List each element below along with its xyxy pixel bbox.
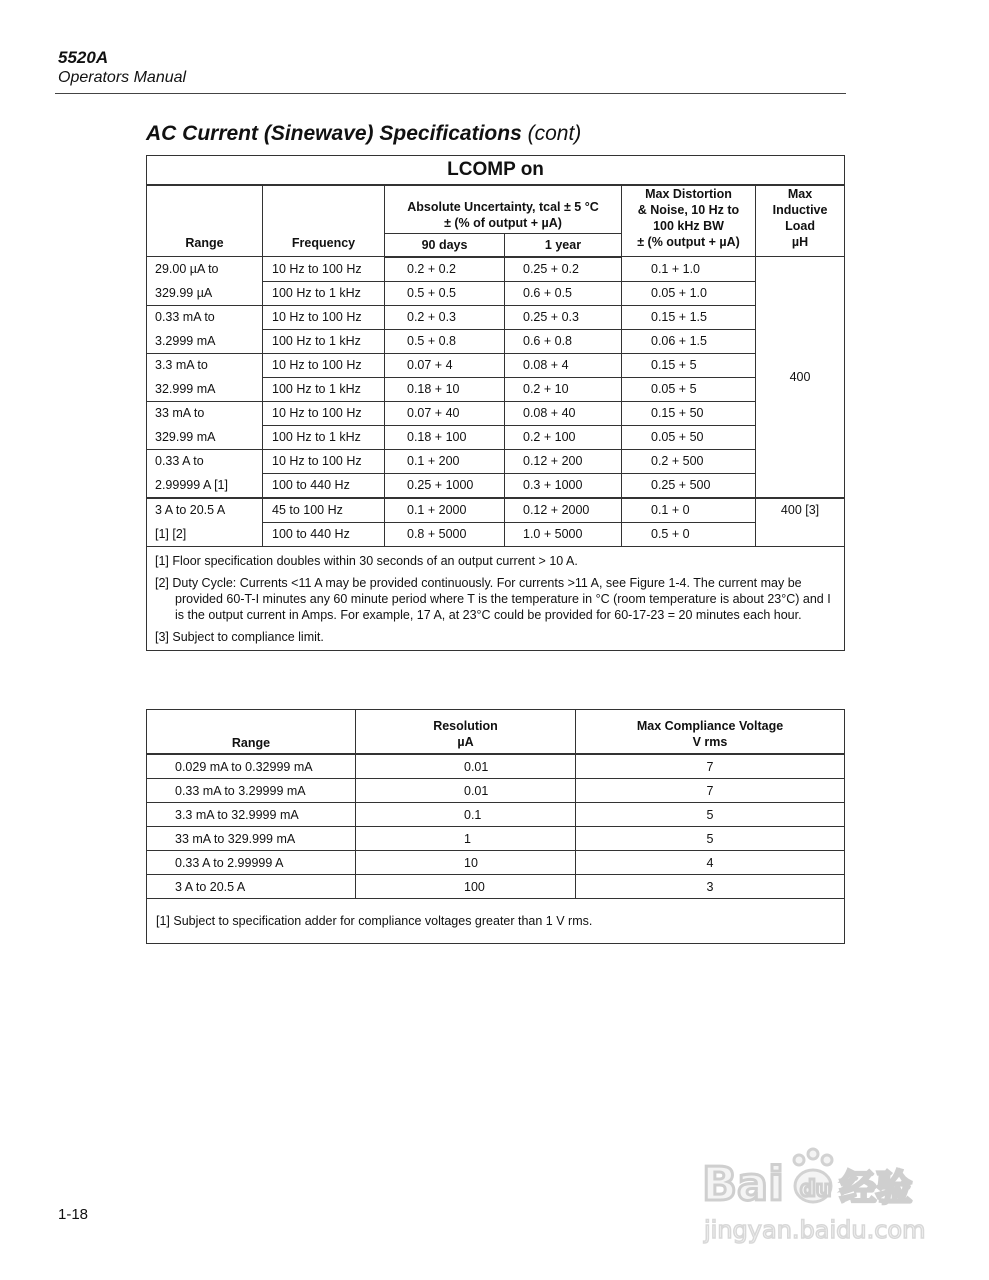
compliance-voltage-table	[146, 709, 845, 944]
distortion-cell: 0.25 + 500	[622, 473, 756, 498]
voltage-cell: 3	[576, 875, 845, 899]
uncertainty-90d-cell: 0.8 + 5000	[385, 522, 505, 546]
page-number: 1-18	[58, 1206, 89, 1223]
distortion-cell: 0.05 + 1.0	[622, 281, 756, 305]
uncertainty-1y-cell: 0.08 + 40	[505, 401, 622, 425]
distortion-cell: 0.5 + 0	[622, 522, 756, 546]
col-header-90-days: 90 days	[385, 233, 505, 257]
uncertainty-1y-cell: 0.2 + 10	[505, 377, 622, 401]
range-cell: 329.99 µA	[147, 281, 263, 305]
inductive-line2: Inductive	[772, 203, 828, 217]
resolution-cell: 10	[356, 851, 576, 875]
distortion-cell: 0.2 + 500	[622, 449, 756, 473]
uncertainty-1y-cell: 0.6 + 0.8	[505, 329, 622, 353]
lcomp-spec-table	[146, 155, 845, 651]
manual-subtitle: Operators Manual	[58, 69, 187, 86]
resolution-line1: Resolution	[433, 719, 498, 733]
distortion-cell: 0.15 + 50	[622, 401, 756, 425]
header-divider	[55, 93, 846, 94]
col-header-distortion	[622, 185, 756, 257]
frequency-cell: 10 Hz to 100 Hz	[263, 353, 385, 377]
uncertainty-90d-cell: 0.25 + 1000	[385, 473, 505, 498]
uncertainty-90d-cell: 0.5 + 0.5	[385, 281, 505, 305]
frequency-cell: 100 Hz to 1 kHz	[263, 377, 385, 401]
range-cell: 0.33 mA to	[147, 305, 263, 329]
distortion-cell: 0.05 + 5	[622, 377, 756, 401]
uncertainty-90d-cell: 0.5 + 0.8	[385, 329, 505, 353]
range-cell: 0.029 mA to 0.32999 mA	[147, 754, 356, 779]
distortion-cell: 0.06 + 1.5	[622, 329, 756, 353]
watermark-brand-text: Bai	[702, 1157, 784, 1211]
abs-uncertainty-line1: Absolute Uncertainty, tcal ± 5 °C	[407, 199, 599, 214]
table1-notes	[147, 546, 845, 650]
col-header-inductive-load	[756, 185, 845, 257]
uncertainty-90d-cell: 0.18 + 10	[385, 377, 505, 401]
uncertainty-90d-cell: 0.18 + 100	[385, 425, 505, 449]
inductive-line3: Load	[785, 219, 815, 233]
uncertainty-1y-cell: 0.08 + 4	[505, 353, 622, 377]
distortion-line3: 100 kHz BW	[653, 219, 724, 233]
voltage-cell: 7	[576, 754, 845, 779]
section-title-main: AC Current (Sinewave) Specifications	[146, 122, 522, 145]
uncertainty-90d-cell: 0.07 + 4	[385, 353, 505, 377]
frequency-cell: 100 to 440 Hz	[263, 522, 385, 546]
range-cell: 0.33 A to 2.99999 A	[147, 851, 356, 875]
baidu-watermark-logo	[700, 1138, 940, 1248]
watermark-url-text: jingyan.baidu.com	[704, 1216, 926, 1244]
uncertainty-1y-cell: 0.12 + 200	[505, 449, 622, 473]
col-header-compliance-voltage	[576, 710, 845, 755]
frequency-cell: 10 Hz to 100 Hz	[263, 401, 385, 425]
frequency-cell: 100 Hz to 1 kHz	[263, 425, 385, 449]
range-cell: 2.99999 A [1]	[147, 473, 263, 498]
col-header-1-year: 1 year	[505, 233, 622, 257]
col-header-range: Range	[147, 710, 356, 755]
svg-text:经验: 经验	[840, 1168, 913, 1209]
uncertainty-90d-cell: 0.2 + 0.2	[385, 257, 505, 282]
resolution-cell: 0.01	[356, 779, 576, 803]
frequency-cell: 10 Hz to 100 Hz	[263, 257, 385, 282]
range-cell: 0.33 mA to 3.29999 mA	[147, 779, 356, 803]
resolution-cell: 0.1	[356, 803, 576, 827]
section-title-suffix: (cont)	[521, 122, 582, 145]
svg-text:du: du	[800, 1177, 832, 1202]
uncertainty-1y-cell: 1.0 + 5000	[505, 522, 622, 546]
distortion-line1: Max Distortion	[645, 187, 732, 201]
frequency-cell: 10 Hz to 100 Hz	[263, 449, 385, 473]
distortion-cell: 0.15 + 5	[622, 353, 756, 377]
uncertainty-90d-cell: 0.07 + 40	[385, 401, 505, 425]
uncertainty-90d-cell: 0.1 + 2000	[385, 498, 505, 523]
note-2: [2] Duty Cycle: Currents <11 A may be provided continuously. For currents >11 A, see Figure 1-4. The current may be provided 60-T-I minutes any 60 minute period where T is the temperature in °C (room temperature is about 23°C) and I is the output current in Amps. For example, 17 A, at 23°C could be provided for 60-17-23 = 20 minutes each hour.	[155, 575, 831, 622]
inductive-line4: µH	[791, 235, 809, 249]
note-1: [1] Floor specification doubles within 30 seconds of an output current > 10 A.	[155, 553, 578, 568]
table2-footnote: [1] Subject to specification adder for compliance voltages greater than 1 V rms.	[147, 899, 845, 944]
inductive-load-cell: 400	[756, 257, 845, 498]
abs-uncertainty-line2: ± (% of output + µA)	[444, 215, 562, 230]
range-cell: 329.99 mA	[147, 425, 263, 449]
note-3: [3] Subject to compliance limit.	[155, 629, 324, 644]
uncertainty-1y-cell: 0.25 + 0.2	[505, 257, 622, 282]
range-cell: 33 mA to	[147, 401, 263, 425]
distortion-line4: ± (% output + µA)	[637, 235, 740, 249]
uncertainty-1y-cell: 0.6 + 0.5	[505, 281, 622, 305]
frequency-cell: 45 to 100 Hz	[263, 498, 385, 523]
voltage-cell: 5	[576, 803, 845, 827]
frequency-cell: 100 Hz to 1 kHz	[263, 281, 385, 305]
uncertainty-90d-cell: 0.2 + 0.3	[385, 305, 505, 329]
distortion-cell: 0.15 + 1.5	[622, 305, 756, 329]
range-cell: 32.999 mA	[147, 377, 263, 401]
voltage-cell: 4	[576, 851, 845, 875]
resolution-line2: µA	[457, 735, 474, 749]
col-header-frequency: Frequency	[263, 185, 385, 257]
lcomp-banner: LCOMP on	[147, 156, 845, 186]
range-cell: 3 A to 20.5 A	[147, 498, 263, 523]
resolution-cell: 100	[356, 875, 576, 899]
section-title	[146, 122, 581, 146]
frequency-cell: 100 Hz to 1 kHz	[263, 329, 385, 353]
resolution-cell: 0.01	[356, 754, 576, 779]
col-header-abs-uncertainty	[385, 185, 622, 233]
resolution-cell: 1	[356, 827, 576, 851]
col-header-resolution	[356, 710, 576, 755]
distortion-cell: 0.05 + 50	[622, 425, 756, 449]
range-cell: 0.33 A to	[147, 449, 263, 473]
distortion-cell: 0.1 + 0	[622, 498, 756, 523]
inductive-line1: Max	[787, 187, 813, 201]
frequency-cell: 100 to 440 Hz	[263, 473, 385, 498]
range-cell: 3.3 mA to 32.9999 mA	[147, 803, 356, 827]
range-cell: 3 A to 20.5 A	[147, 875, 356, 899]
voltage-line2: V rms	[692, 735, 728, 749]
inductive-load-high-cell: 400 [3]	[756, 498, 845, 547]
distortion-line2: & Noise, 10 Hz to	[637, 203, 740, 217]
range-cell: 29.00 µA to	[147, 257, 263, 282]
uncertainty-1y-cell: 0.3 + 1000	[505, 473, 622, 498]
uncertainty-1y-cell: 0.25 + 0.3	[505, 305, 622, 329]
uncertainty-1y-cell: 0.12 + 2000	[505, 498, 622, 523]
frequency-cell: 10 Hz to 100 Hz	[263, 305, 385, 329]
voltage-cell: 5	[576, 827, 845, 851]
range-cell: 3.2999 mA	[147, 329, 263, 353]
uncertainty-1y-cell: 0.2 + 100	[505, 425, 622, 449]
voltage-line1: Max Compliance Voltage	[636, 719, 784, 733]
range-cell: 3.3 mA to	[147, 353, 263, 377]
col-header-range: Range	[147, 185, 263, 257]
voltage-cell: 7	[576, 779, 845, 803]
range-cell: 33 mA to 329.999 mA	[147, 827, 356, 851]
distortion-cell: 0.1 + 1.0	[622, 257, 756, 282]
uncertainty-90d-cell: 0.1 + 200	[385, 449, 505, 473]
range-cell: [1] [2]	[147, 522, 263, 546]
manual-model-title: 5520A	[58, 48, 109, 67]
